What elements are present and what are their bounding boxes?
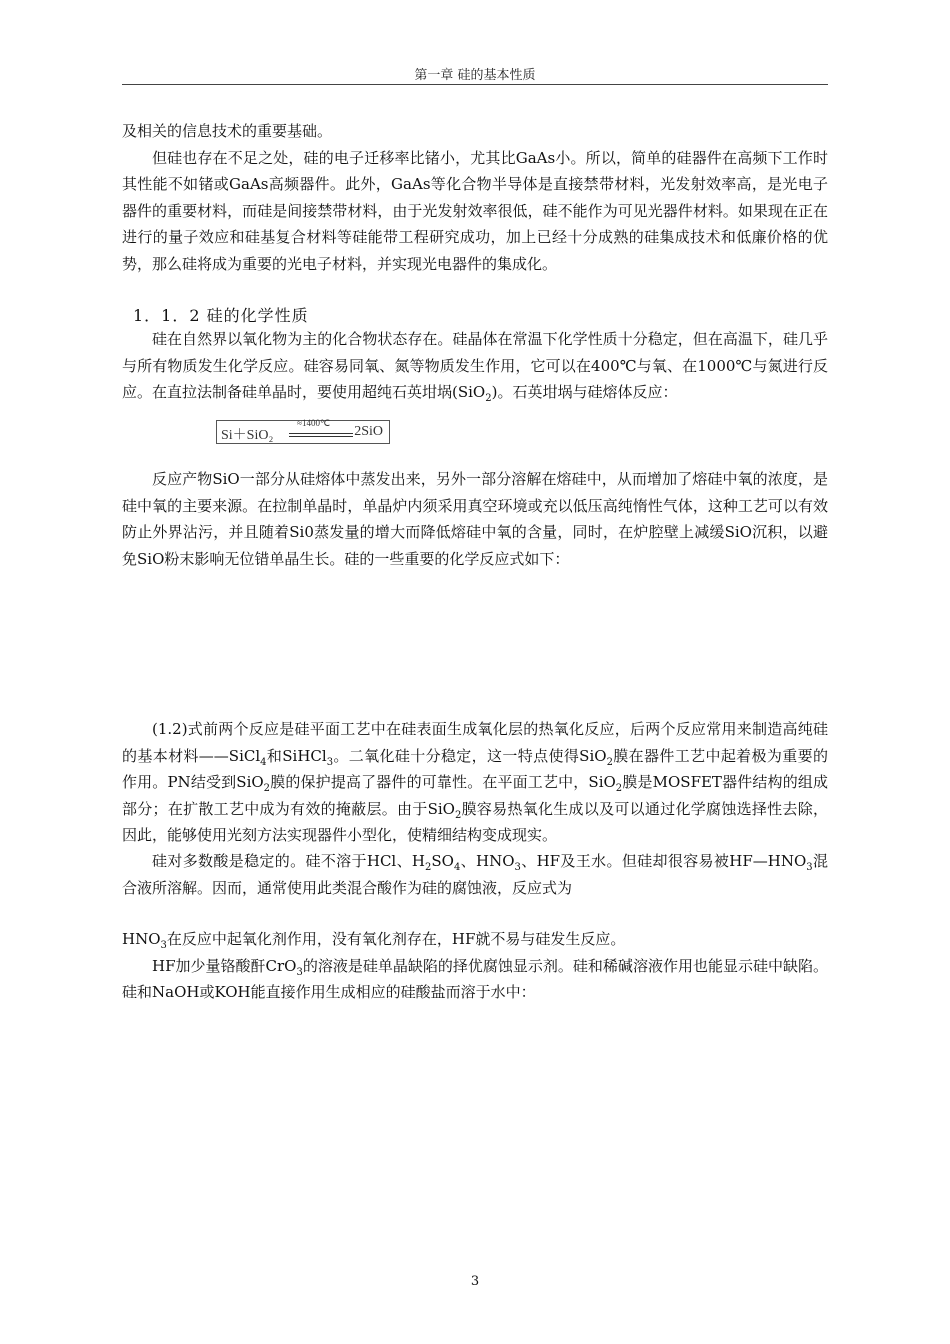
defect-paragraph xyxy=(122,953,828,1006)
oxide-sub-c: 2 xyxy=(606,756,613,768)
chem-paragraph-1 xyxy=(122,326,828,406)
oxide-text-e: 膜的保护提高了器件的可靠性。在平面工艺中，SiO xyxy=(270,773,616,791)
oxide-text-a: (1.2)式前两个反应是硅平面工艺中在硅表面生成氧化层的热氧化反应，后两个反应常用来制造高纯硅的基本材料——SiCl xyxy=(122,720,828,765)
acid-text-e: 混合液所溶解。因而，通常使用此类混合酸作为硅的腐蚀液，反应式为 xyxy=(122,852,828,897)
acid-text-c: 、HNO xyxy=(460,852,515,870)
equation-equals-line-1 xyxy=(289,433,353,434)
chem-paragraph-2: 反应产物SiO一部分从硅熔体中蒸发出来，另外一部分溶解在熔硅中，从而增加了熔硅中氧的浓度，是硅中氧的主要来源。在拉制单晶时，单晶炉内须采用真空环境或充以低压高纯惰性气体，这种工艺可以有效防止外界沾污，并且随着Si0蒸发量的增大而降低熔硅中氧的含量，同时，在炉腔壁上减缓SiO沉积，以避免SiO粉末影响无位错单晶生长。硅的一些重要的化学反应式如下： xyxy=(122,470,828,568)
oxide-text-f: 膜是MOSFET器件结构的组成部分；在扩散工艺中成为有效的掩蔽层。由于SiO xyxy=(122,773,829,818)
header-rule xyxy=(122,84,828,85)
reaction-equation xyxy=(216,420,390,444)
oxide-paragraph xyxy=(122,716,828,849)
oxide-text-b: 和SiHCl xyxy=(266,746,327,765)
oxidizer-paragraph xyxy=(122,926,828,953)
acid-sub-d: 3 xyxy=(806,862,813,873)
oxide-sub-d: 2 xyxy=(263,783,271,794)
equation-equals-line-2 xyxy=(289,436,353,437)
oxide-sub-b: 3 xyxy=(326,756,334,768)
chem-text-b: )。石英坩埚与硅熔体反应： xyxy=(491,383,678,401)
equation-condition: ≈1400℃ xyxy=(297,418,331,428)
equation-rhs: 2SiO xyxy=(354,424,383,439)
oxide-sub-e: 2 xyxy=(615,783,623,794)
acid-paragraph xyxy=(122,848,828,901)
equation-lhs: Si＋SiO₂ xyxy=(221,428,274,443)
defect-sub: 3 xyxy=(296,966,303,978)
defect-text-b: 的溶液是硅单晶缺陷的择优腐蚀显示剂。硅和稀碱溶液作用也能显示硅中缺陷。硅和NaOH或KOH能直接作用生成相应的硅酸盐而溶于水中： xyxy=(122,956,828,1001)
section-heading: 1．1．2 硅的化学性质 xyxy=(133,306,309,325)
chem-paragraph-2-block xyxy=(122,466,828,572)
acid-text-a: 硅对多数酸是稳定的。硅不溶于HCl、H xyxy=(152,852,425,870)
oxide-sub-f: 2 xyxy=(454,809,462,821)
running-header: 第一章 硅的基本性质 xyxy=(414,68,536,83)
defect-text-a: HF加少量铬酸酐CrO xyxy=(152,956,297,975)
oxide-sub-a: 4 xyxy=(260,756,267,768)
oxide-text-d: 膜在器件工艺中起着极为重要的作用。PN结受到SiO xyxy=(122,746,828,791)
page-number: 3 xyxy=(470,1274,480,1289)
acid-sub-c: 3 xyxy=(514,862,521,873)
acid-sub-a: 2 xyxy=(425,862,432,873)
chem-text-a: 硅在自然界以氧化物为主的化合物状态存在。硅晶体在常温下化学性质十分稳定，但在高温下，硅几乎与所有物质发生化学反应。硅容易同氧、氮等物质发生作用，它可以在400℃与氧、在1000℃与氮进行反应。在直拉法制备硅单晶时，要使用超纯石英坩埚(SiO xyxy=(122,330,828,401)
intro-paragraph-1: 及相关的信息技术的重要基础。 xyxy=(122,122,333,140)
acid-sub-b: 4 xyxy=(453,862,461,873)
oxidizer-text-a: HNO xyxy=(122,930,161,948)
oxidizer-text-b: 在反应中起氧化剂作用，没有氧化剂存在，HF就不易与硅发生反应。 xyxy=(166,930,626,948)
oxide-text-c: 。二氧化硅十分稳定，这一特点使得SiO xyxy=(333,746,607,765)
oxidizer-sub: 3 xyxy=(160,940,167,951)
chem-sub: 2 xyxy=(485,393,492,404)
oxidizer-defect-section xyxy=(122,926,828,1006)
oxide-text-g: 膜容易热氧化生成以及可以通过化学腐蚀选择性去除，因此，能够使用光刻方法实现器件小型化，使精细结构变成现实。 xyxy=(122,799,828,844)
intro-section xyxy=(122,118,828,277)
acid-text-d: 、HF及王水。但硅却很容易被HF—HNO xyxy=(520,852,807,870)
intro-paragraph-2: 但硅也存在不足之处，硅的电子迁移率比锗小，尤其比GaAs小。所以，简单的硅器件在高频下工作时其性能不如锗或GaAs高频器件。此外，GaAs等化合物半导体是直接禁带材料，光发射效率高，是光电子器件的重要材料，而硅是间接禁带材料，由于光发射效率很低，硅不能作为可见光器件材料。如果现在正在进行的量子效应和硅基复合材料等硅能带工程研究成功，加上已经十分成熟的硅集成技术和低廉价格的优势，那么硅将成为重要的光电子材料，并实现光电器件的集成化。 xyxy=(122,148,828,273)
acid-text-b: SO xyxy=(431,852,454,870)
